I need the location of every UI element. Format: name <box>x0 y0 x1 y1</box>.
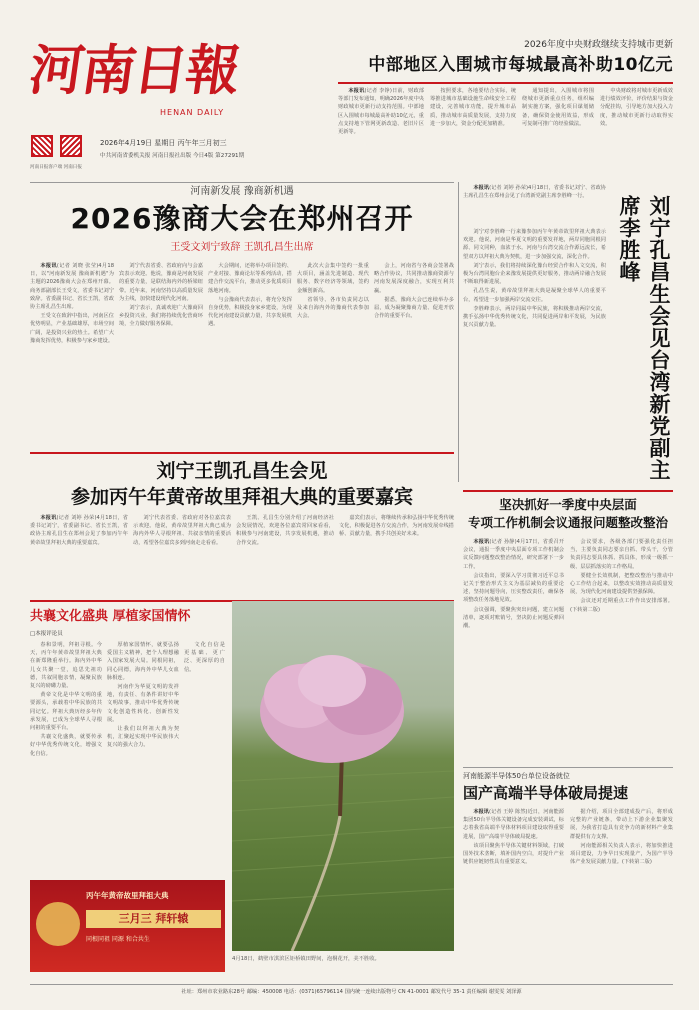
culture-byline: □本报评论员 <box>30 631 63 637</box>
culture-headline: 共襄文化盛典 厚植家国情怀 <box>30 609 191 624</box>
top-right-headline: 中部地区入围城市每城最高补助10亿元 <box>368 55 673 75</box>
top-rule <box>338 82 673 84</box>
top-right-story <box>338 38 673 78</box>
newspaper-logo: 河南日報 <box>25 38 243 102</box>
ad-banner <box>30 880 225 972</box>
qr-code-2 <box>60 135 82 157</box>
lead-body-3: 大会期间，还将举办项目签约、产业对接、豫商论坛等系列活动，搭建合作交流平台，推动更多优质项目落地河南。 与会豫商代表表示，将充分发挥自身优势，积极投身家乡建设，为现代化河南建设贡献力量，共享发展机遇。 <box>208 263 292 328</box>
second-body-1: 本报讯(记者 刘婷 孙荣)4月18日，省委书记刘宁，省委副书记、省长王凯，省政协主席孔昌生在郑州会见了参加丙午年黄帝故里拜祖大典的重要嘉宾。 <box>30 515 128 546</box>
footer-rule <box>30 984 673 985</box>
right-mid-body-1: 本报讯(记者 孙静)4月17日，省委召开会议，通报一季度中央层面专项工作机制会议反馈问题整改整治情况，研究部署下一步工作。 会议指出，要深入学习贯彻习近平总书记关于整治形式主义为基层减负的重要论述，坚持问题导向，压实整改责任，确保各项整改任务落地见效。 会议强调，要聚焦突出问题，建立问题清单，逐项对账销号，坚决防止问题反弹回潮。 <box>463 539 564 630</box>
second-body-4: 嘉宾们表示，将继续传承和弘扬中华优秀传统文化，积极促进各方交流合作，为河南发展牵线搭桥、贡献力量，携手共创美好未来。 <box>339 515 454 538</box>
ad-sun-graphic <box>36 902 80 946</box>
top-right-body-3: 通知提出，入围城市将围绕城市更新重点任务，组织编制实施方案，强化项目谋划储备，确保资金使用效益，形成可复制可推广的经验做法。 <box>522 88 594 127</box>
news-photo <box>232 601 454 951</box>
culture-body-1: 春和景明，拜祖寻根。今天，丙午年黄帝故里拜祖大典在新郑隆重举行。海内外中华儿女共聚一堂，追思先祖功德，共叙同胞亲情，凝聚民族复兴的磅礴力量。 黄帝文化是中华文明的重要源头，承载着中华民族的共同记忆。拜祖大典历经多年传承发展，已成为全球华人寻根问祖的重要平台。 共襄文化盛典，就要传承好中华优秀传统文化，增强文化自信。 <box>30 642 102 757</box>
right-vertical-body: 刘宁对李胜峰一行来豫参加丙午年黄帝故里拜祖大典表示欢迎。他说，河南是华夏文明的重要发祥地，两岸同胞同根同源、同文同种，血浓于水。河南与台湾交流合作源远流长，希望双方以拜祖大典为契机，进一步加强交流，深化合作。 刘宁表示，我们将持续深化豫台经贸合作和人文交流，积极为台湾同胞台企来豫发展提供更好服务，推动两岸融合发展不断取得新进展。 孔昌生说，黄帝故里拜祖大典是凝聚全球华人的重要平台，希望进一步加强两岸交流交往。 李胜峰表示，两岸同属中华民族，将积极推动两岸交流，携手弘扬中华优秀传统文化，共同促进两岸和平发展，为民族复兴贡献力量。 <box>463 229 606 329</box>
lead-body-4: 此次大会集中签约一批重大项目，涵盖先进制造、现代服务、数字经济等领域，签约金额创新高。 省领导、各市负责同志以及来自海内外的豫商代表参加大会。 <box>297 263 369 320</box>
photo-scene <box>232 601 454 951</box>
lead-kicker: 河南新发展 豫商新机遇 <box>190 186 294 197</box>
lead-subhead: 王受文刘宁致辞 王凯孔昌生出席 <box>170 242 314 253</box>
right-bottom-body-1: 本报讯(记者 王婷 陈然)近日，河南能源集团50台半导体关键设备完成安装调试，标志着我省高端半导体材料项目建设取得重要进展，国产高端半导体破局提速。 该项目聚焦半导体关键材料领域，打破国外技术垄断，填补国内空白，对提升产业链供应链韧性具有重要意义。 <box>463 809 564 866</box>
top-right-body-2: 按照要求，各地要结合实际，统筹推进城市基础设施生命线安全工程建设，完善城市功能，提升城市品质，推动城市高质量发展，支持力度进一步加大，资金分配更加精准。 <box>430 88 516 127</box>
top-right-kicker: 2026年度中央财政继续支持城市更新 <box>524 40 673 50</box>
right-bottom-top-rule <box>463 767 673 768</box>
culture-body-3: 文化自信是更基础、更广泛、更深厚的自信。 <box>184 642 225 673</box>
lead-body-5: 会上，河南省与各商会签署战略合作协议，共同推动豫商资源与河南发展深度融合，实现互利共赢。 据悉，豫商大会已连续举办多届，成为凝聚豫商力量、促进开放合作的重要平台。 <box>374 263 454 320</box>
ad-line-3: 同根同祖 同源 和合共生 <box>86 936 150 943</box>
second-headline-2: 参加丙午年黄帝故里拜祖大典的重要嘉宾 <box>70 486 413 508</box>
date-line: 2026年4月19日 星期日 丙午年三月初三 <box>100 139 227 147</box>
qr-code <box>31 135 53 157</box>
right-bottom-kicker: 河南能源半导体50台单位设备就位 <box>463 772 570 780</box>
right-bottom-headline: 国产高端半导体破局提速 <box>463 784 629 802</box>
qr-caption: 河南日报客户端 河南日报 <box>30 165 82 170</box>
second-body-3: 王凯、孔昌生分别介绍了河南经济社会发展情况，欢迎各位嘉宾常回家看看，积极参与河南建设，共享发展机遇，推动合作交流。 <box>236 515 334 546</box>
second-top-rule <box>30 452 454 454</box>
right-mid-headline-1: 坚决抓好一季度中央层面 <box>499 497 637 512</box>
issue-line: 中共河南省委机关报 河南日报社出版 今日4版 第27291期 <box>100 153 245 159</box>
right-bottom-body-2: 据介绍，项目全部建成投产后，将形成完整的产业链条，带动上下游企业集聚发展，为我省打造具有竞争力的新材料产业集群提供有力支撑。 河南能源相关负责人表示，将加快推进项目建设，力争早日实现量产，为国产半导体产业发展贡献力量。(下转第二版) <box>570 809 673 866</box>
right-mid-top-rule <box>463 490 673 492</box>
top-right-body-4: 中央财政将对城市更新成效进行绩效评价，评价结果与资金分配挂钩，引导地方加大投入力度，推动城市更新行动取得实效。 <box>600 88 673 127</box>
lead-body-2: 刘宁代表省委、省政府向与会嘉宾表示欢迎。他说，豫商是河南发展的重要力量，是联结海内外的桥梁纽带。近年来，河南坚持以高质量发展为主线，加快建设现代化河南。 刘宁表示，真诚欢迎广大豫商回乡投资兴业，我们将持续优化营商环境，全力做好服务保障。 <box>119 263 203 328</box>
culture-body-2: 厚植家国情怀，就要弘扬爱国主义精神，把个人理想融入国家发展大局。同根同祖，同心同德，海内外中华儿女血脉相连。 河南作为华夏文明的发祥地，有责任、有条件讲好中华文明故事，推动中华优秀传统文化创造性转化、创新性发展。 让我们以拜祖大典为契机，汇聚起实现中华民族伟大复兴的强大合力。 <box>107 642 179 749</box>
photo-caption: 4月18日，鹤壁市淇滨区钜桥镇田野间，泡桐花开，美不胜收。 <box>232 956 380 962</box>
masthead <box>25 35 330 195</box>
top-right-body-1: 本报讯(记者 李铮)日前，财政部等部门发布通知，明确2026年度中央财政城市更新行动支持范围。中部地区入围城市每城最高补助10亿元，重点支持地下管网更新改造、老旧片区更新等。 <box>338 88 424 136</box>
footer-text: 社址：郑州市农业路东28号 邮编：450008 电话：(0371)65796114 国内统一连续出版物号 CN 41-0001 邮发代号 35-1 责任编辑 谢雯雯 刘泽源 <box>181 989 522 995</box>
lead-top-rule <box>30 182 454 183</box>
ad-line-2: 三月三 拜轩辕 <box>86 910 221 928</box>
right-vertical-headline: 刘宁孔昌生会见台湾新党副主席李胜峰 <box>617 195 671 481</box>
lead-body-1: 本报讯(记者 刘晓 张莹)4月18日，以"河南新发展 豫商新机遇"为主题的2026豫商大会在郑州开幕。商务部副部长王受文，省委书记刘宁致辞。省委副书记、省长王凯，省政协主席孔昌生出席。 王受文在致辞中指出，河南区位优势明显，产业基础雄厚，市场空间广阔，是投资兴业的热土。希望广大豫商发挥优势，积极参与家乡建设。 <box>30 263 114 344</box>
ad-line-1: 丙午年黄帝故里拜祖大典 <box>86 891 169 900</box>
right-mid-body-2: 会议要求，各级各部门要强化责任担当，主要负责同志要亲自抓、带头干，分管负责同志要具体抓、抓具体，形成一级抓一级、层层抓落实的工作格局。 要健全长效机制，把整改整治与推动中心工作结合起来，以整改实效推动高质量发展，为现代化河南建设提供坚强保障。 会议还对近期重点工作作出安排部署。(下转第二版) <box>570 539 673 613</box>
logo-pinyin: HENAN DAILY <box>160 108 225 117</box>
second-body-2: 刘宁代表省委、省政府对各位嘉宾表示欢迎。他说，黄帝故里拜祖大典已成为海内外华人寻根拜祖、共叙亲情的重要活动，希望各位嘉宾多到河南走走看看。 <box>133 515 231 546</box>
right-vertical-frame <box>458 182 459 482</box>
right-vertical-body-top: 本报讯(记者 刘婷 孙荣)4月18日，省委书记刘宁、省政协主席孔昌生在郑州会见了台湾新党副主席李胜峰一行。 <box>463 185 606 200</box>
lead-headline: 2026豫商大会在郑州召开 <box>70 202 414 235</box>
right-mid-headline-2: 专项工作机制会议通报问题整改整治 <box>467 515 668 530</box>
second-headline-1: 刘宁王凯孔昌生会见 <box>156 460 328 482</box>
